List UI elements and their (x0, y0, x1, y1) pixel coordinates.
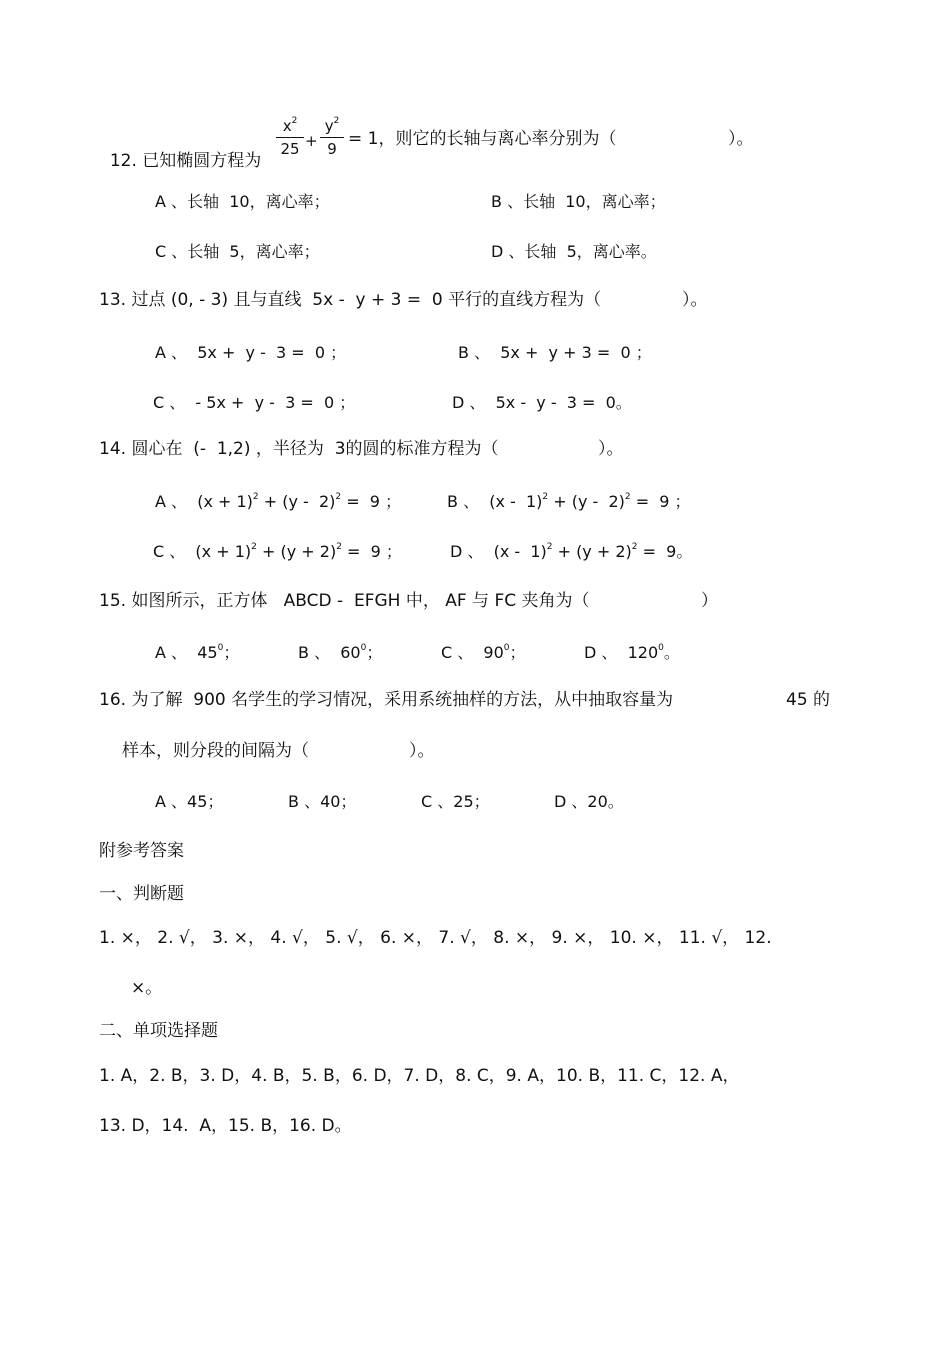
q13-option-b: B 、 5x + y + 3 = 0 ； (458, 343, 652, 362)
q16-option-b: B 、40； (288, 792, 357, 811)
q12-option-b: B 、长轴 10，离心率； (491, 192, 666, 211)
q12-option-c: C 、长轴 5，离心率； (155, 242, 320, 261)
q15-option-b: B 、 $60^0$； (298, 643, 383, 662)
q13-close: ）。 (682, 290, 708, 310)
q16-close: ）。 (409, 741, 435, 761)
q12-option-d: D 、长轴 5，离心率。 (491, 242, 657, 261)
q14-option-c: C 、 $(x + 1)^2 + (y + 2)^2 = 9$ ； (153, 542, 402, 561)
q14-option-a: A 、 $(x + 1)^2 + (y - 2)^2 = 9$ ； (155, 492, 402, 511)
q15-option-d: D 、 $120^0$。 (584, 643, 680, 662)
answers-section-choice: 二、单项选择题 (99, 1021, 218, 1041)
q14-stem: 14. 圆心在 (- 1,2) ，半径为 3的圆的标准方程为（ (99, 439, 499, 459)
q14-option-d: D 、 $(x - 1)^2 + (y + 2)^2 = 9$。 (450, 542, 693, 561)
q12-frac2-den: 9 (327, 140, 337, 158)
q12-prefix: 12. 已知椭圆方程为 (109, 151, 262, 171)
q12-fraction-x (276, 115, 304, 160)
q16-option-c: C 、25； (421, 792, 490, 811)
q12-frac1-den: 25 (280, 140, 300, 158)
q13-stem: 13. 过点 (0, - 3) 且与直线 5x - y + 3 = 0 平行的直线方程为（ (99, 290, 602, 310)
answers-judgement-line1: 1. ×， 2. √， 3. ×， 4. √， 5. √， 6. ×， 7. √， 8. ×， 9. ×， 10. ×， 11. √， 12. (99, 928, 772, 948)
q12-fraction-y (320, 115, 344, 160)
answers-judgement-line2: ×。 (131, 978, 163, 998)
q12-close: ）。 (728, 129, 754, 149)
q13-option-d: D 、 5x - y - 3 = 0。 (452, 393, 632, 412)
q12-frac1-num: x (282, 117, 292, 135)
q16-stem: 16. 为了解 900 名学生的学习情况，采用系统抽样的方法，从中抽取容量为 (99, 690, 674, 710)
q12-frac2-num: y (324, 117, 334, 135)
q14-close: ）。 (598, 439, 624, 459)
q13-option-c: C 、 - 5x + y - 3 = 0 ； (153, 393, 356, 412)
answers-choice-line1: 1. A，2. B，3. D，4. B，5. B，6. D，7. D，8. C，9. A，10. B，11. C，12. A， (99, 1066, 740, 1086)
q14-option-b: B 、 (x - 1)$^2$ + (y - 2)$^2$ = 9 ； (447, 492, 691, 511)
q16-line2: 样本，则分段的间隔为（ (122, 741, 309, 761)
q16-stem-tail: 45 的 (786, 690, 831, 710)
q15-close: ） (701, 591, 718, 611)
q15-option-a: A 、 $45^0$； (155, 643, 240, 662)
q16-option-d: D 、20。 (554, 792, 624, 811)
q13-option-a: A 、 5x + y - 3 = 0 ； (155, 343, 347, 362)
q12-stem (99, 128, 261, 172)
q16-option-a: A 、45； (155, 792, 224, 811)
q12-frac2-exp: 2 (333, 116, 340, 126)
q12-frac1-exp: 2 (291, 116, 298, 126)
answers-section-judgement: 一、判断题 (99, 884, 184, 904)
q12-option-a: A 、长轴 10，离心率； (155, 192, 330, 211)
q12-eq: = 1，则它的长轴与离心率分别为（ (348, 129, 617, 149)
q12-plus: + (305, 132, 318, 150)
answers-heading: 附参考答案 (99, 841, 184, 861)
answers-choice-line2: 13. D，14. A，15. B，16. D。 (99, 1116, 352, 1136)
q15-stem: 15. 如图所示，正方体 ABCD - EFGH 中， AF 与 FC 夹角为（ (99, 591, 590, 611)
q15-option-c: C 、 $90^0$； (441, 643, 526, 662)
